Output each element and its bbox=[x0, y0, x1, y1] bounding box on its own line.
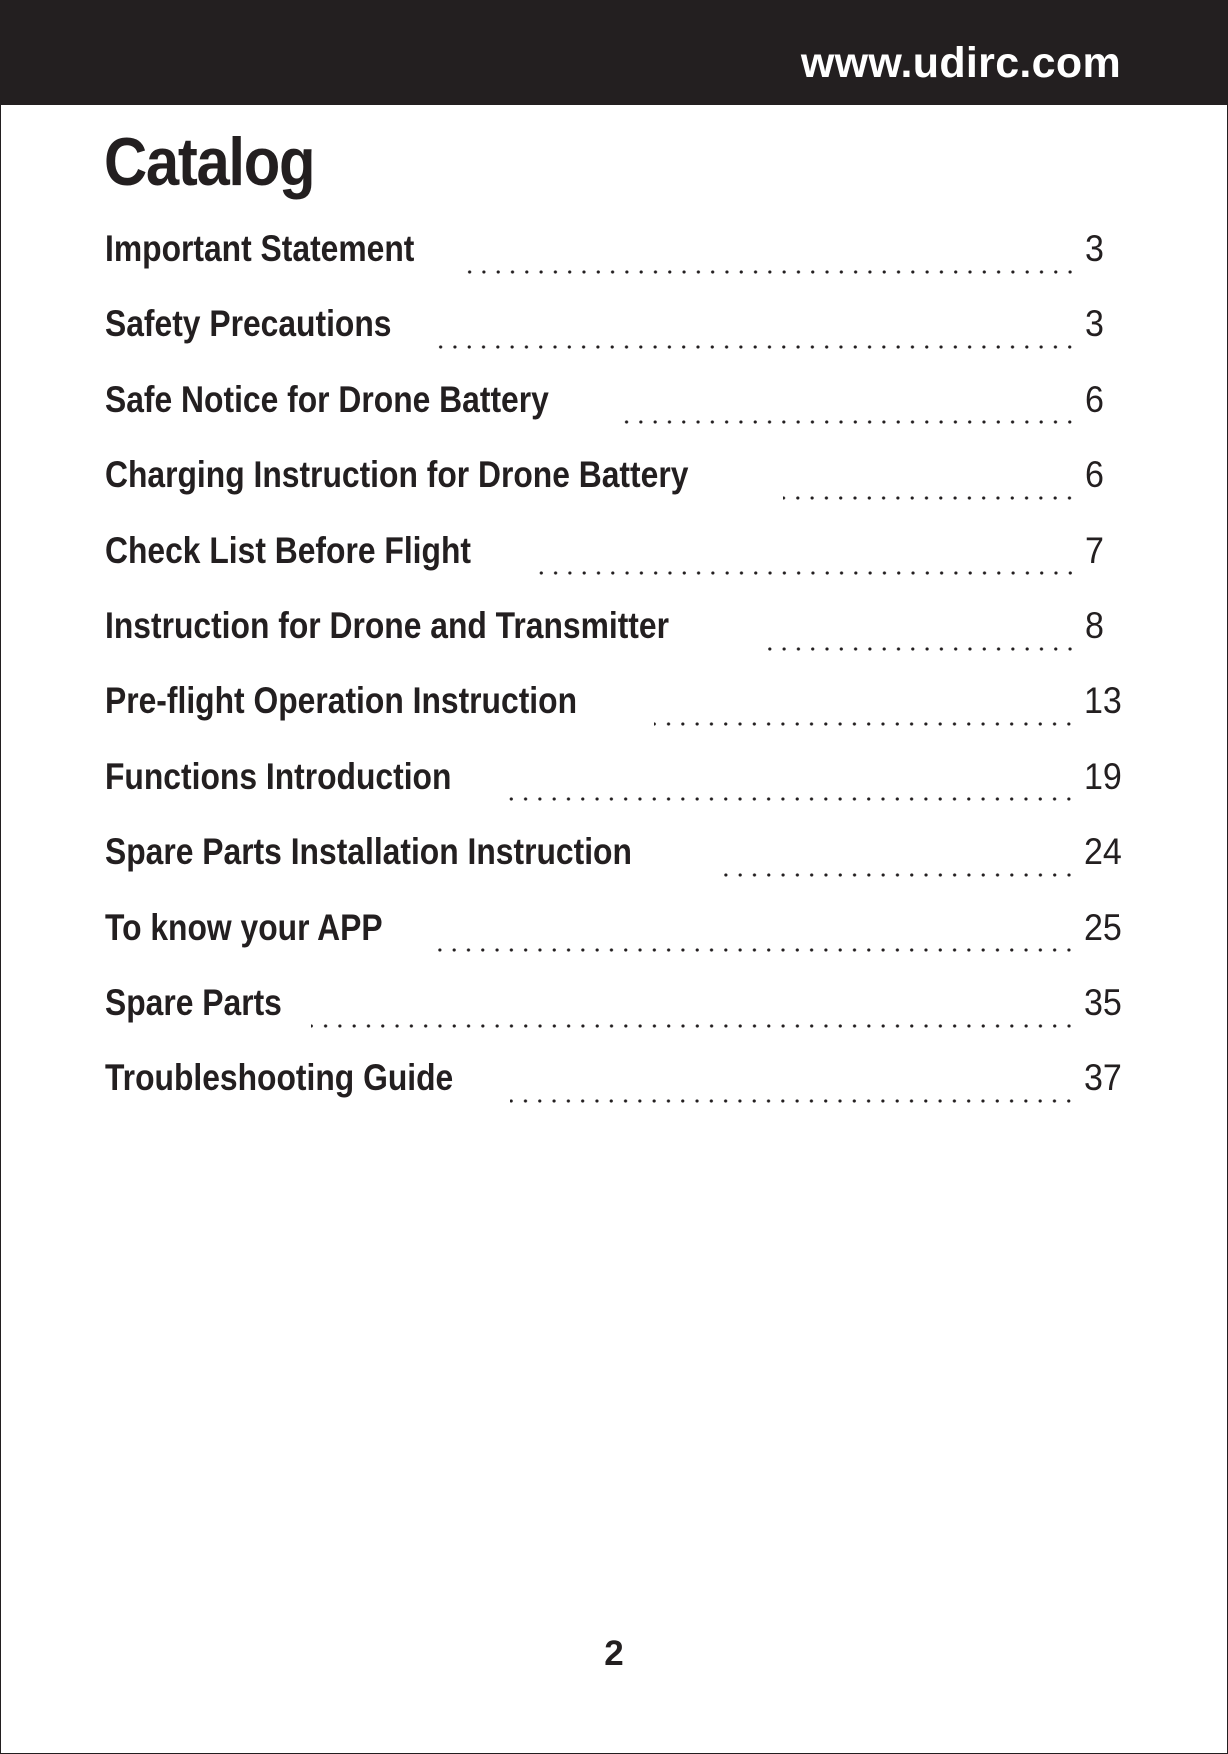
toc-entry-page: 8 bbox=[1085, 604, 1104, 646]
toc-entry-safety-precautions[interactable] bbox=[105, 305, 1125, 380]
toc-entry-label: Pre-flight Operation Instruction bbox=[105, 680, 578, 722]
page-number: 2 bbox=[604, 1634, 624, 1673]
toc-entry-check-list[interactable] bbox=[105, 529, 1125, 607]
dot-leader bbox=[311, 1024, 1076, 1028]
toc-entry-charging-instruction[interactable] bbox=[105, 456, 1125, 531]
toc-entry-safe-notice-battery[interactable] bbox=[105, 378, 1125, 456]
toc-entry-label: Functions Introduction bbox=[105, 755, 452, 797]
toc-entry-page: 6 bbox=[1085, 378, 1104, 420]
toc-entry-important-statement[interactable] bbox=[105, 230, 1125, 305]
toc-entry-label: Safe Notice for Drone Battery bbox=[105, 378, 549, 420]
toc-entry-page: 6 bbox=[1085, 454, 1104, 496]
toc-entry-page: 3 bbox=[1085, 228, 1104, 269]
toc-entry-label: Spare Parts Installation Instruction bbox=[105, 831, 632, 873]
toc-entry-page: 24 bbox=[1083, 831, 1122, 873]
toc-entry-label: Spare Parts bbox=[105, 981, 282, 1023]
toc-entry-label: To know your APP bbox=[105, 906, 383, 948]
page-title: Catalog bbox=[104, 124, 315, 200]
toc-entry-label: Troubleshooting Guide bbox=[105, 1057, 454, 1099]
dot-leader bbox=[465, 270, 1077, 274]
header-bar bbox=[0, 0, 1228, 105]
toc-entry-functions[interactable] bbox=[105, 755, 1125, 833]
toc-entry-troubleshooting[interactable] bbox=[105, 1059, 1125, 1134]
toc-entry-page: 13 bbox=[1083, 680, 1122, 722]
toc-entry-label: Charging Instruction for Drone Battery bbox=[105, 454, 689, 496]
toc-entry-spare-parts[interactable] bbox=[105, 981, 1125, 1059]
dot-leader bbox=[718, 873, 1076, 877]
toc-entry-app[interactable] bbox=[105, 906, 1125, 984]
toc-entry-pre-flight[interactable] bbox=[105, 682, 1125, 757]
dot-leader bbox=[508, 797, 1076, 801]
dot-leader bbox=[438, 345, 1077, 349]
toc-entry-label: Safety Precautions bbox=[105, 303, 392, 345]
dot-leader bbox=[428, 948, 1076, 952]
toc-entry-page: 7 bbox=[1085, 529, 1104, 571]
dot-leader bbox=[783, 496, 1077, 500]
dot-leader bbox=[621, 420, 1077, 424]
toc-entry-page: 19 bbox=[1083, 755, 1122, 797]
dot-leader bbox=[510, 1099, 1076, 1103]
toc-entry-drone-transmitter[interactable] bbox=[105, 604, 1125, 682]
toc-entry-spare-parts-installation[interactable] bbox=[105, 833, 1125, 908]
dot-leader bbox=[654, 722, 1076, 726]
dot-leader bbox=[531, 571, 1077, 575]
website-url: www.udirc.com bbox=[800, 39, 1121, 87]
toc-entry-page: 37 bbox=[1083, 1057, 1122, 1099]
toc-entry-label: Check List Before Flight bbox=[105, 529, 471, 571]
toc-entry-label: Important Statement bbox=[105, 228, 415, 269]
toc-entry-label: Instruction for Drone and Transmitter bbox=[105, 604, 669, 646]
dot-leader bbox=[761, 647, 1077, 651]
toc-entry-page: 3 bbox=[1085, 303, 1104, 345]
table-of-contents bbox=[105, 230, 1125, 1135]
toc-entry-page: 35 bbox=[1083, 981, 1122, 1023]
toc-entry-page: 25 bbox=[1083, 906, 1122, 948]
